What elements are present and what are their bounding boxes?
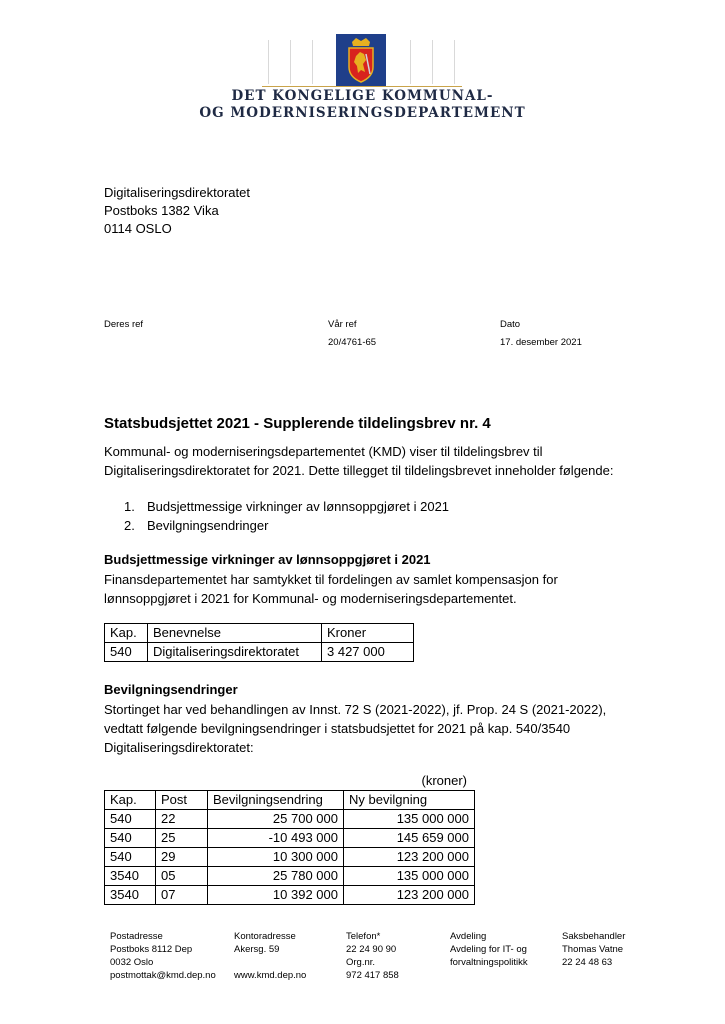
footer-email: postmottak@kmd.dep.no xyxy=(110,970,216,981)
table-cell: 540 xyxy=(105,643,148,662)
section-heading-lonn: Budsjettmessige virkninger av lønnsoppgjøret i 2021 xyxy=(104,552,431,567)
table-cell: 10 300 000 xyxy=(208,848,344,867)
table-header-cell: Post xyxy=(156,791,208,810)
var-ref-label: Vår ref xyxy=(328,319,357,330)
intro-line: Kommunal- og moderniseringsdepartementet (KMD) viser til tildelingsbrev til xyxy=(104,444,543,459)
letterhead-line-1: DET KONGELIGE KOMMUNAL- xyxy=(231,88,494,104)
paragraph-line: lønnsoppgjøret i 2021 for Kommunal- og moderniseringsdepartementet. xyxy=(104,591,517,606)
paragraph-line: vedtatt følgende bevilgningsendringer i statsbudsjettet for 2021 på kap. 540/3540 xyxy=(104,721,571,736)
paragraph-line: Digitaliseringsdirektoratet: xyxy=(104,740,254,755)
footer-text: 0032 Oslo xyxy=(110,957,154,968)
table-cell: 07 xyxy=(156,886,208,905)
table-row xyxy=(105,886,475,905)
table-cell: -10 493 000 xyxy=(208,829,344,848)
footer-label: Telefon* xyxy=(346,931,381,942)
table-cell: 3 427 000 xyxy=(322,643,414,662)
document-title: Statsbudsjettet 2021 - Supplerende tildelingsbrev nr. 4 xyxy=(104,415,491,432)
footer-label: Kontoradresse xyxy=(234,931,296,942)
table-cell: 22 xyxy=(156,810,208,829)
table-row xyxy=(105,643,414,662)
table-row xyxy=(105,829,475,848)
footer-text: 22 24 48 63 xyxy=(562,957,613,968)
table-cell: 540 xyxy=(105,829,156,848)
table-cell: 25 700 000 xyxy=(208,810,344,829)
table-row xyxy=(105,867,475,886)
table-cell: 25 xyxy=(156,829,208,848)
table-cell: Digitaliseringsdirektoratet xyxy=(148,643,322,662)
coat-of-arms-icon xyxy=(336,34,386,86)
letterhead-line-2: OG MODERNISERINGSDEPARTEMENT xyxy=(199,105,526,121)
table-cell: 3540 xyxy=(105,886,156,905)
letterhead xyxy=(0,30,725,125)
unit-note: (kroner) xyxy=(421,773,467,788)
footer-kontoradresse xyxy=(234,930,306,982)
table-cell: 05 xyxy=(156,867,208,886)
content-list xyxy=(124,497,449,535)
table-cell: 10 392 000 xyxy=(208,886,344,905)
table-cell: 135 000 000 xyxy=(344,867,475,886)
footer-text: Avdeling for IT- og xyxy=(450,944,527,955)
recipient-name: Digitaliseringsdirektoratet xyxy=(104,185,250,200)
table-row xyxy=(105,810,475,829)
table-header-row xyxy=(105,791,475,810)
table-cell: 135 000 000 xyxy=(344,810,475,829)
footer-avdeling xyxy=(450,930,528,969)
footer-text: forvaltningspolitikk xyxy=(450,957,528,968)
table-header-cell: Bevilgningsendring xyxy=(208,791,344,810)
paragraph-line: Finansdepartementet har samtykket til fordelingen av samlet kompensasjon for xyxy=(104,572,558,587)
footer-text: Postboks 8112 Dep xyxy=(110,944,193,955)
footer-text: 972 417 858 xyxy=(346,970,399,981)
footer-text xyxy=(234,956,306,969)
compensation-table xyxy=(104,623,414,662)
table-cell: 540 xyxy=(105,848,156,867)
appropriation-table xyxy=(104,790,475,905)
table-cell: 25 780 000 xyxy=(208,867,344,886)
section-paragraph-lonn xyxy=(104,570,644,608)
paragraph-line: Stortinget har ved behandlingen av Innst. 72 S (2021-2022), jf. Prop. 24 S (2021-2022), xyxy=(104,702,607,717)
footer-text: Thomas Vatne xyxy=(562,944,624,955)
section-paragraph-bevilgning xyxy=(104,700,644,757)
table-cell: 540 xyxy=(105,810,156,829)
footer-saksbehandler xyxy=(562,930,625,969)
section-heading-bevilgning: Bevilgningsendringer xyxy=(104,682,238,697)
footer-text: Akersg. 59 xyxy=(234,944,280,955)
footer-label: Avdeling xyxy=(450,931,487,942)
table-row xyxy=(105,848,475,867)
table-header-cell: Kroner xyxy=(322,624,414,643)
table-header-cell: Kap. xyxy=(105,624,148,643)
dato-label: Dato xyxy=(500,319,521,330)
intro-line: Digitaliseringsdirektoratet for 2021. Dette tillegget til tildelingsbrevet inneholder følgende: xyxy=(104,463,614,478)
footer-website: www.kmd.dep.no xyxy=(234,970,307,981)
footer-label: Org.nr. xyxy=(346,957,376,968)
recipient-street: Postboks 1382 Vika xyxy=(104,203,219,218)
table-header-row xyxy=(105,624,414,643)
table-cell: 145 659 000 xyxy=(344,829,475,848)
footer-label: Saksbehandler xyxy=(562,931,626,942)
list-item: 2. Bevilgningsendringer xyxy=(124,518,269,533)
dato-value: 17. desember 2021 xyxy=(500,337,582,348)
table-header-cell: Ny bevilgning xyxy=(344,791,475,810)
table-header-cell: Kap. xyxy=(105,791,156,810)
footer-postadresse xyxy=(110,930,216,982)
deres-ref-label: Deres ref xyxy=(104,319,144,330)
var-ref-value: 20/4761-65 xyxy=(328,337,377,348)
footer-label: Postadresse xyxy=(110,931,163,942)
intro-paragraph xyxy=(104,442,644,480)
recipient-city: 0114 OSLO xyxy=(104,221,172,236)
list-item: 1. Budsjettmessige virkninger av lønnsoppgjøret i 2021 xyxy=(124,499,450,514)
table-cell: 3540 xyxy=(105,867,156,886)
table-cell: 123 200 000 xyxy=(344,886,475,905)
table-cell: 29 xyxy=(156,848,208,867)
footer-text: 22 24 90 90 xyxy=(346,944,397,955)
recipient-address xyxy=(104,184,250,238)
footer-telefon xyxy=(346,930,399,982)
table-header-cell: Benevnelse xyxy=(148,624,322,643)
table-cell: 123 200 000 xyxy=(344,848,475,867)
